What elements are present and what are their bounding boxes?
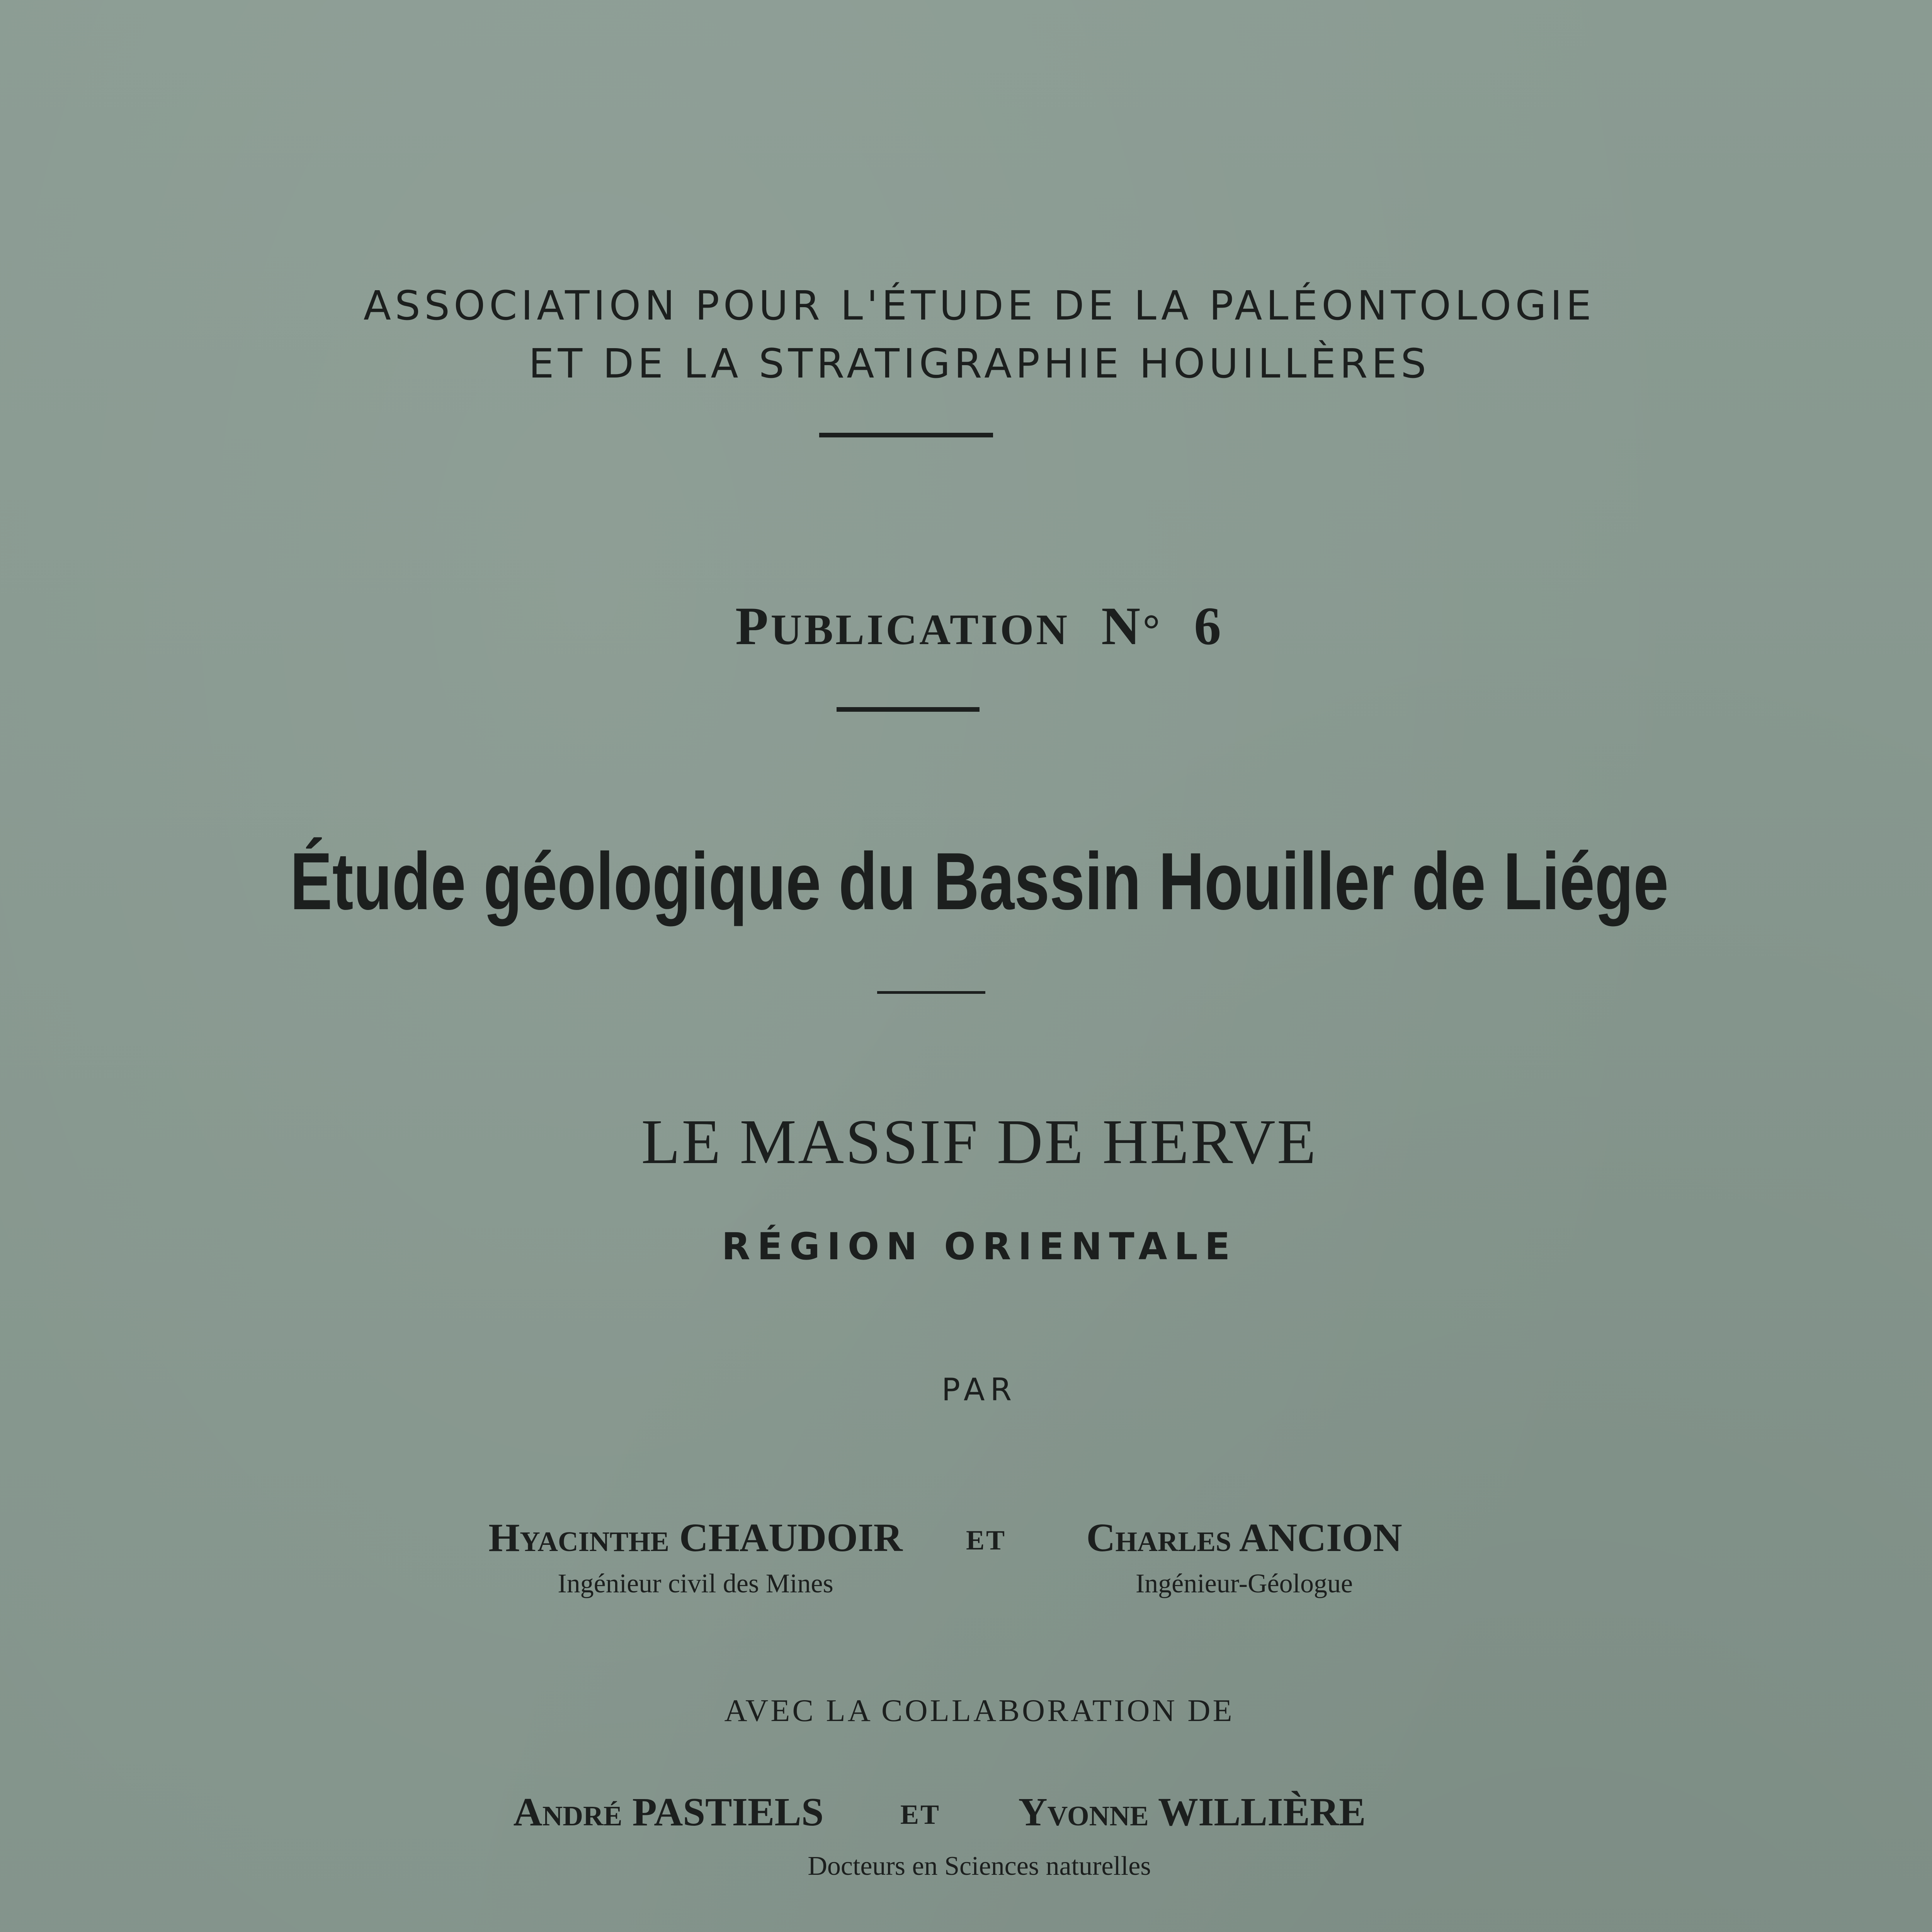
subtitle: LE MASSIF DE HERVE [641,1106,1318,1177]
collaborator-first-name: Yvonne [1018,1790,1149,1834]
author-role: Ingénieur-Géologue [1135,1569,1353,1599]
author-ancion [1051,1515,1437,1599]
by-label: PAR [941,1372,1017,1408]
association-name-line-2: ET DE LA STRATIGRAPHIE HOUILLÈRES [528,340,1430,387]
author-first-name: Charles [1086,1515,1231,1560]
publication-divider [837,707,980,712]
author-chaudoir [444,1515,947,1599]
region-label: RÉGION ORIENTALE [721,1225,1237,1268]
author-first-name: Hyacinthe [488,1515,669,1560]
collaboration-label: AVEC LA COLLABORATION DE [724,1693,1235,1728]
collaborator-williere [989,1789,1395,1835]
author-last-name: ANCION [1239,1515,1402,1560]
collaborators-role: Docteurs en Sciences naturelles [808,1851,1151,1881]
and-label: ET [900,1799,941,1830]
association-name-line-1: ASSOCIATION POUR L'ÉTUDE DE LA PALÉONTOLOGIE [363,282,1595,329]
and-label: ET [966,1525,1007,1556]
publication-number: PUBLICATION N° 6 [735,596,1224,656]
header-divider [819,433,993,437]
collaborator-last-name: WILLIÈRE [1158,1790,1366,1834]
collaborator-last-name: PASTIELS [632,1790,824,1834]
main-title: Étude géologique du Bassin Houiller de Liége [290,836,1669,927]
author-last-name: CHAUDOIR [679,1515,903,1560]
collaborator-pastiels [475,1789,862,1835]
title-divider [877,991,985,994]
author-role: Ingénieur civil des Mines [558,1569,833,1599]
collaborator-first-name: André [513,1790,622,1834]
